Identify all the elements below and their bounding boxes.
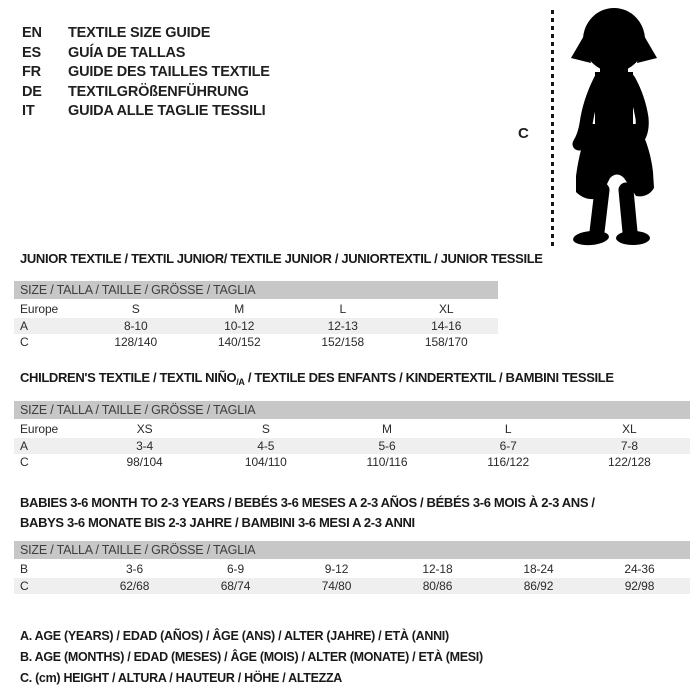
table-cell: 10-12 xyxy=(224,318,255,333)
table-cell: 68/74 xyxy=(220,578,251,593)
junior-section-title: JUNIOR TEXTILE / TEXTIL JUNIOR/ TEXTILE JUNIOR / JUNIORTEXTIL / JUNIOR TESSILE xyxy=(20,251,543,266)
table-row xyxy=(14,561,690,578)
junior-size-table xyxy=(14,281,498,351)
height-measure-dashed-line xyxy=(551,10,554,247)
children-section-title xyxy=(20,370,614,385)
language-code: DE xyxy=(22,83,42,100)
table-cell: 8-10 xyxy=(123,318,148,333)
table-cell: L xyxy=(339,302,347,317)
children-title-text-cont: / TEXTILE DES ENFANTS / KINDERTEXTIL / BAMBINI TESSILE xyxy=(244,370,614,385)
table-cell: L xyxy=(504,422,512,437)
legend-line-age-months: B. AGE (MONTHS) / EDAD (MESES) / ÂGE (MOIS) / ALTER (MONATE) / ETÀ (MESI) xyxy=(20,650,483,664)
table-cell: XL xyxy=(439,302,454,317)
table-row xyxy=(14,578,690,595)
table-cell: 6-7 xyxy=(499,438,517,453)
language-row xyxy=(22,102,270,122)
guide-title: GUÍA DE TALLAS xyxy=(68,44,186,61)
table-cell: 12-13 xyxy=(327,318,358,333)
legend-line-age-years: A. AGE (YEARS) / EDAD (AÑOS) / ÂGE (ANS) / ALTER (JAHRE) / ETÀ (ANNI) xyxy=(20,629,449,643)
legend-line-height: C. (cm) HEIGHT / ALTURA / HAUTEUR / HÖHE / ALTEZZA xyxy=(20,671,343,685)
table-body xyxy=(14,561,690,594)
row-label: A xyxy=(20,438,28,453)
table-cell: 74/80 xyxy=(321,578,352,593)
guide-title: GUIDA ALLE TAGLIE TESSILI xyxy=(68,103,266,119)
table-cell: 86/92 xyxy=(523,578,554,593)
guide-title: GUIDE DES TAILLES TEXTILE xyxy=(68,64,270,80)
table-cell: 7-8 xyxy=(620,438,638,453)
table-cell: 4-5 xyxy=(257,438,275,453)
guide-title: TEXTILGRÖßENFÜHRUNG xyxy=(68,83,249,100)
table-body xyxy=(14,421,690,471)
measurement-legend xyxy=(20,626,483,689)
table-cell: 98/104 xyxy=(126,455,163,470)
table-row xyxy=(14,454,690,471)
language-code: ES xyxy=(22,44,41,61)
language-row xyxy=(22,24,270,44)
language-code: FR xyxy=(22,64,41,80)
table-cell: 3-4 xyxy=(136,438,154,453)
table-cell: 24-36 xyxy=(624,562,655,577)
table-row xyxy=(14,421,690,438)
size-header-bar: SIZE / TALLA / TAILLE / GRÖSSE / TAGLIA xyxy=(14,541,690,559)
babies-title-line1: BABIES 3-6 MONTH TO 2-3 YEARS / BEBÉS 3-6 MESES A 2-3 AÑOS / BÉBÉS 3-6 MOIS À 2-3 ANS / xyxy=(20,495,595,510)
table-cell: 152/158 xyxy=(321,335,365,350)
toddler-silhouette-icon xyxy=(559,6,673,250)
table-cell: 3-6 xyxy=(125,562,144,577)
language-row xyxy=(22,44,270,64)
children-title-text: CHILDREN'S TEXTILE / TEXTIL NIÑO xyxy=(20,370,237,385)
table-cell: M xyxy=(234,302,245,317)
babies-size-table xyxy=(14,541,690,594)
children-title-subscript: /A xyxy=(236,377,245,387)
table-cell: 110/116 xyxy=(366,455,408,470)
size-header-bar: SIZE / TALLA / TAILLE / GRÖSSE / TAGLIA xyxy=(14,281,498,299)
language-code: IT xyxy=(22,103,35,119)
table-cell: 5-6 xyxy=(378,438,396,453)
row-label: A xyxy=(20,318,28,333)
table-row xyxy=(14,301,498,318)
table-cell: 6-9 xyxy=(226,562,245,577)
row-label: Europe xyxy=(20,422,59,437)
row-label: C xyxy=(20,455,29,470)
table-cell: 80/86 xyxy=(422,578,453,593)
table-cell: 122/128 xyxy=(608,455,651,470)
table-cell: 9-12 xyxy=(324,562,349,577)
babies-title-line2: BABYS 3-6 MONATE BIS 2-3 JAHRE / BAMBINI 3-6 MESI A 2-3 ANNI xyxy=(20,515,415,530)
table-body xyxy=(14,301,498,351)
language-code: EN xyxy=(22,25,42,41)
height-measure-label: C xyxy=(518,125,529,142)
table-cell: 158/170 xyxy=(424,335,468,350)
row-label: C xyxy=(20,578,29,593)
table-cell: 140/152 xyxy=(217,335,261,350)
language-title-list xyxy=(22,24,270,122)
table-cell: 18-24 xyxy=(523,562,554,577)
language-row xyxy=(22,83,270,103)
table-cell: XL xyxy=(622,422,637,437)
table-cell: S xyxy=(261,422,270,437)
size-header-bar: SIZE / TALLA / TAILLE / GRÖSSE / TAGLIA xyxy=(14,401,690,419)
table-cell: 62/68 xyxy=(119,578,150,593)
guide-title: TEXTILE SIZE GUIDE xyxy=(68,25,211,41)
row-label: Europe xyxy=(20,302,59,317)
table-cell: S xyxy=(131,302,140,317)
table-row xyxy=(14,334,498,351)
language-row xyxy=(22,63,270,83)
table-cell: XS xyxy=(136,422,153,437)
table-cell: 12-18 xyxy=(422,562,453,577)
table-cell: 104/110 xyxy=(244,455,287,470)
row-label: C xyxy=(20,335,29,350)
table-cell: M xyxy=(382,422,392,437)
row-label: B xyxy=(20,562,28,577)
table-row xyxy=(14,318,498,335)
table-cell: 14-16 xyxy=(431,318,462,333)
table-cell: 128/140 xyxy=(114,335,158,350)
children-size-table xyxy=(14,401,690,471)
babies-section-title xyxy=(20,493,620,533)
table-cell: 116/122 xyxy=(487,455,530,470)
table-row xyxy=(14,438,690,455)
table-cell: 92/98 xyxy=(624,578,655,593)
